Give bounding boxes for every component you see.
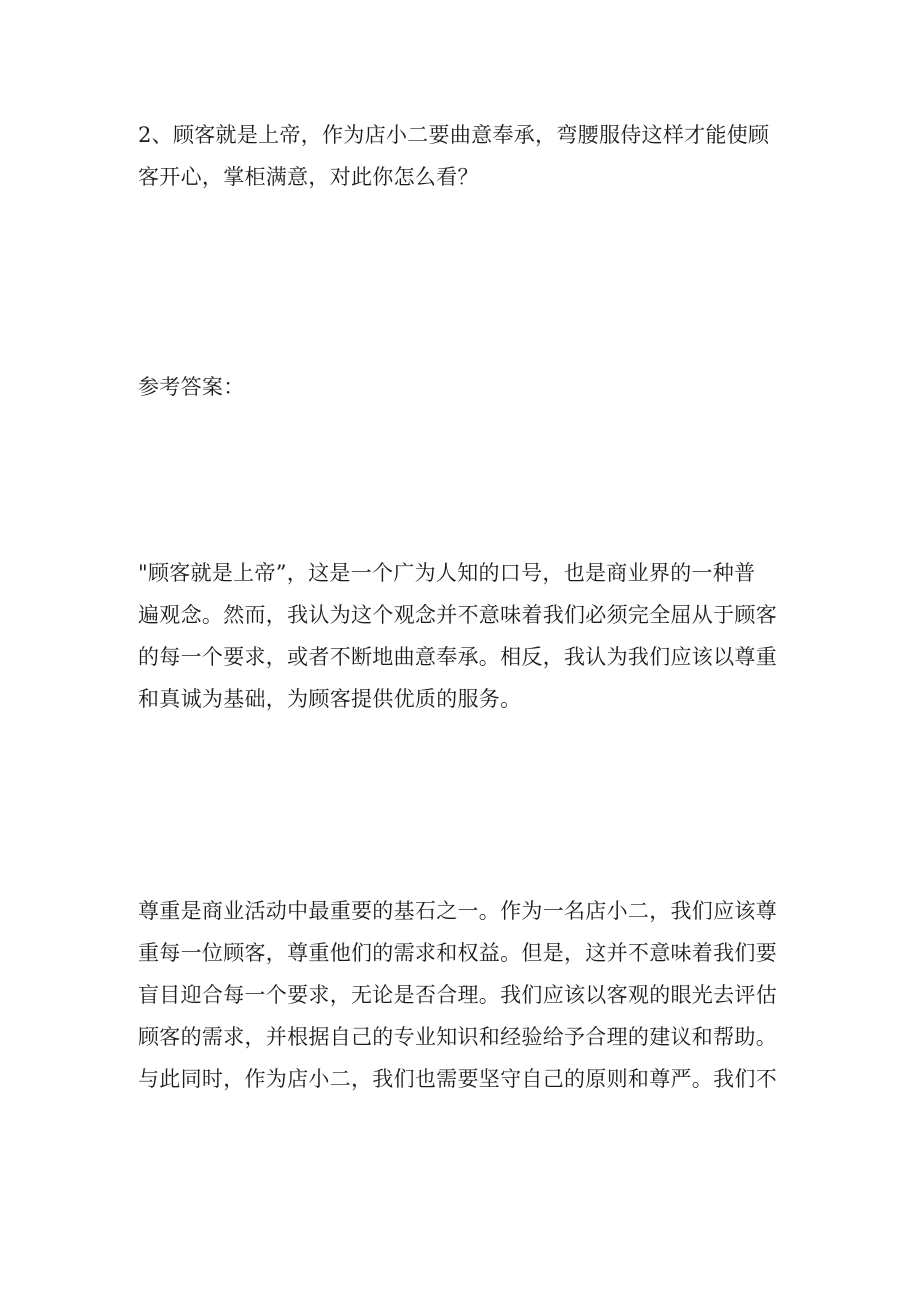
paragraph-line: 尊重是商业活动中最重要的基石之一。作为一名店小二，我们应该尊: [138, 899, 777, 923]
question-line: 2、顾客就是上帝，作为店小二要曲意奉承，弯腰服侍这样才能使顾: [138, 123, 770, 147]
paragraph-line: 和真诚为基础，为顾客提供优质的服务。: [138, 687, 522, 711]
answer-paragraph-2: [138, 890, 798, 1100]
paragraph-line: 顾客的需求，并根据自己的专业知识和经验给予合理的建议和帮助。: [138, 1025, 777, 1049]
paragraph-line: 与此同时，作为店小二，我们也需要坚守自己的原则和尊严。我们不: [138, 1067, 777, 1091]
paragraph-line: "顾客就是上帝”，这是一个广为人知的口号，也是商业界的一种普: [138, 561, 756, 585]
answer-label-text: 参考答案：: [138, 375, 245, 399]
answer-paragraph-1: [138, 552, 798, 720]
paragraph-line: 遍观念。然而，我认为这个观念并不意味着我们必须完全屈从于顾客: [138, 603, 777, 627]
question-text: [138, 114, 798, 198]
paragraph-line: 的每一个要求，或者不断地曲意奉承。相反，我认为我们应该以尊重: [138, 645, 777, 669]
question-line: 客开心，掌柜满意，对此你怎么看？: [138, 165, 479, 189]
paragraph-line: 重每一位顾客，尊重他们的需求和权益。但是，这并不意味着我们要: [138, 941, 777, 965]
paragraph-line: 盲目迎合每一个要求，无论是否合理。我们应该以客观的眼光去评估: [138, 983, 777, 1007]
answer-label: [138, 366, 798, 408]
